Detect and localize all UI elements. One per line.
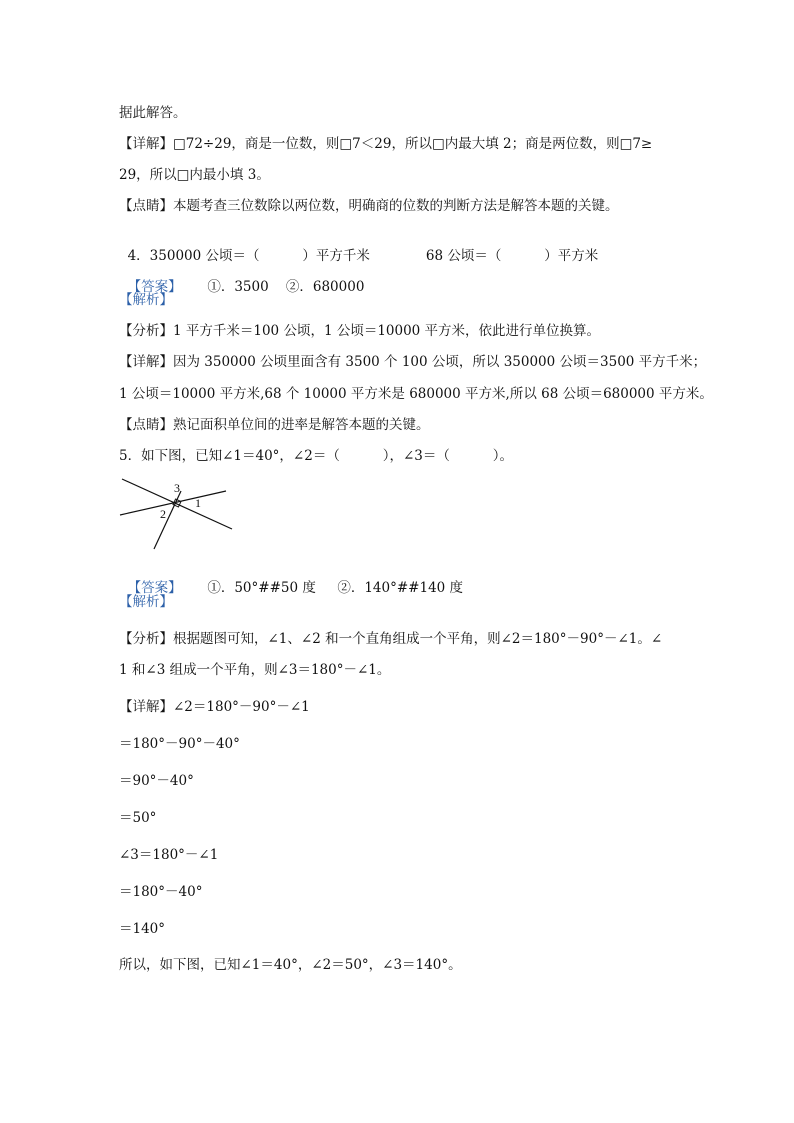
answer-label: 【答案】 [127, 580, 182, 596]
text-line: 据此解答。 [119, 105, 187, 121]
angle-label-2: 2 [160, 507, 166, 521]
angle-label-3: 3 [174, 481, 180, 495]
question-5: 5．如下图，已知∠1＝40°，∠2＝（ ），∠3＝（ ）。 [119, 448, 514, 464]
text-line: 【点睛】本题考查三位数除以两位数，明确商的位数的判断方法是解答本题的关键。 [119, 198, 619, 214]
question-4-part-a: 4．350000 公顷＝（ ）平方千米 [127, 248, 370, 264]
text-line: 1 和∠3 组成一个平角，则∠3＝180°－∠1。 [119, 662, 391, 678]
text-line: 29，所以□内最小填 3。 [119, 167, 270, 183]
text-line: ∠3＝180°－∠1 [119, 847, 219, 863]
text-line: ＝50° [119, 810, 157, 826]
answer-value: ①．50°##50 度 [207, 580, 316, 596]
text-line: ＝180°－90°－40° [119, 736, 240, 752]
answer-label: 【答案】 [127, 279, 182, 295]
answer-line [119, 561, 463, 597]
question-4-part-b: 68 公顷＝（ ）平方米 [425, 248, 599, 264]
text-line: 【点睛】熟记面积单位间的进率是解答本题的关键。 [119, 417, 430, 433]
text-line: 【详解】□72÷29，商是一位数，则□7＜29，所以□内最大填 2；商是两位数，则□7≥ [119, 136, 653, 152]
text-line: ＝180°－40° [119, 884, 203, 900]
answer-value: ②．680000 [285, 279, 365, 295]
angle-label-1: 1 [195, 496, 201, 510]
text-line: 【分析】1 平方千米＝100 公顷，1 公顷＝10000 平方米，依此进行单位换算。 [119, 323, 601, 339]
text-line: ＝140° [119, 921, 166, 937]
text-line: 【详解】∠2＝180°－90°－∠1 [119, 699, 310, 715]
text-line: ＝90°－40° [119, 773, 194, 789]
text-line: 所以，如下图，已知∠1＝40°，∠2＝50°，∠3＝140°。 [119, 957, 462, 973]
analysis-label: 【解析】 [119, 594, 173, 610]
angle-figure [118, 478, 236, 552]
text-line: 1 公顷＝10000 平方米,68 个 10000 平方米是 680000 平方米,所以 68 公顷＝680000 平方米。 [119, 386, 713, 402]
answer-value: ②．140°##140 度 [337, 580, 464, 596]
analysis-label: 【解析】 [119, 292, 173, 308]
line-b [120, 491, 226, 515]
text-line: 【详解】因为 350000 公顷里面含有 3500 个 100 公顷，所以 350000 公顷＝3500 平方千米； [119, 354, 707, 370]
answer-value: ①．3500 [207, 279, 269, 295]
text-line: 【分析】根据题图可知，∠1、∠2 和一个直角组成一个平角，则∠2＝180°－90°－∠1。∠ [119, 631, 663, 647]
angle-diagram [118, 478, 236, 552]
